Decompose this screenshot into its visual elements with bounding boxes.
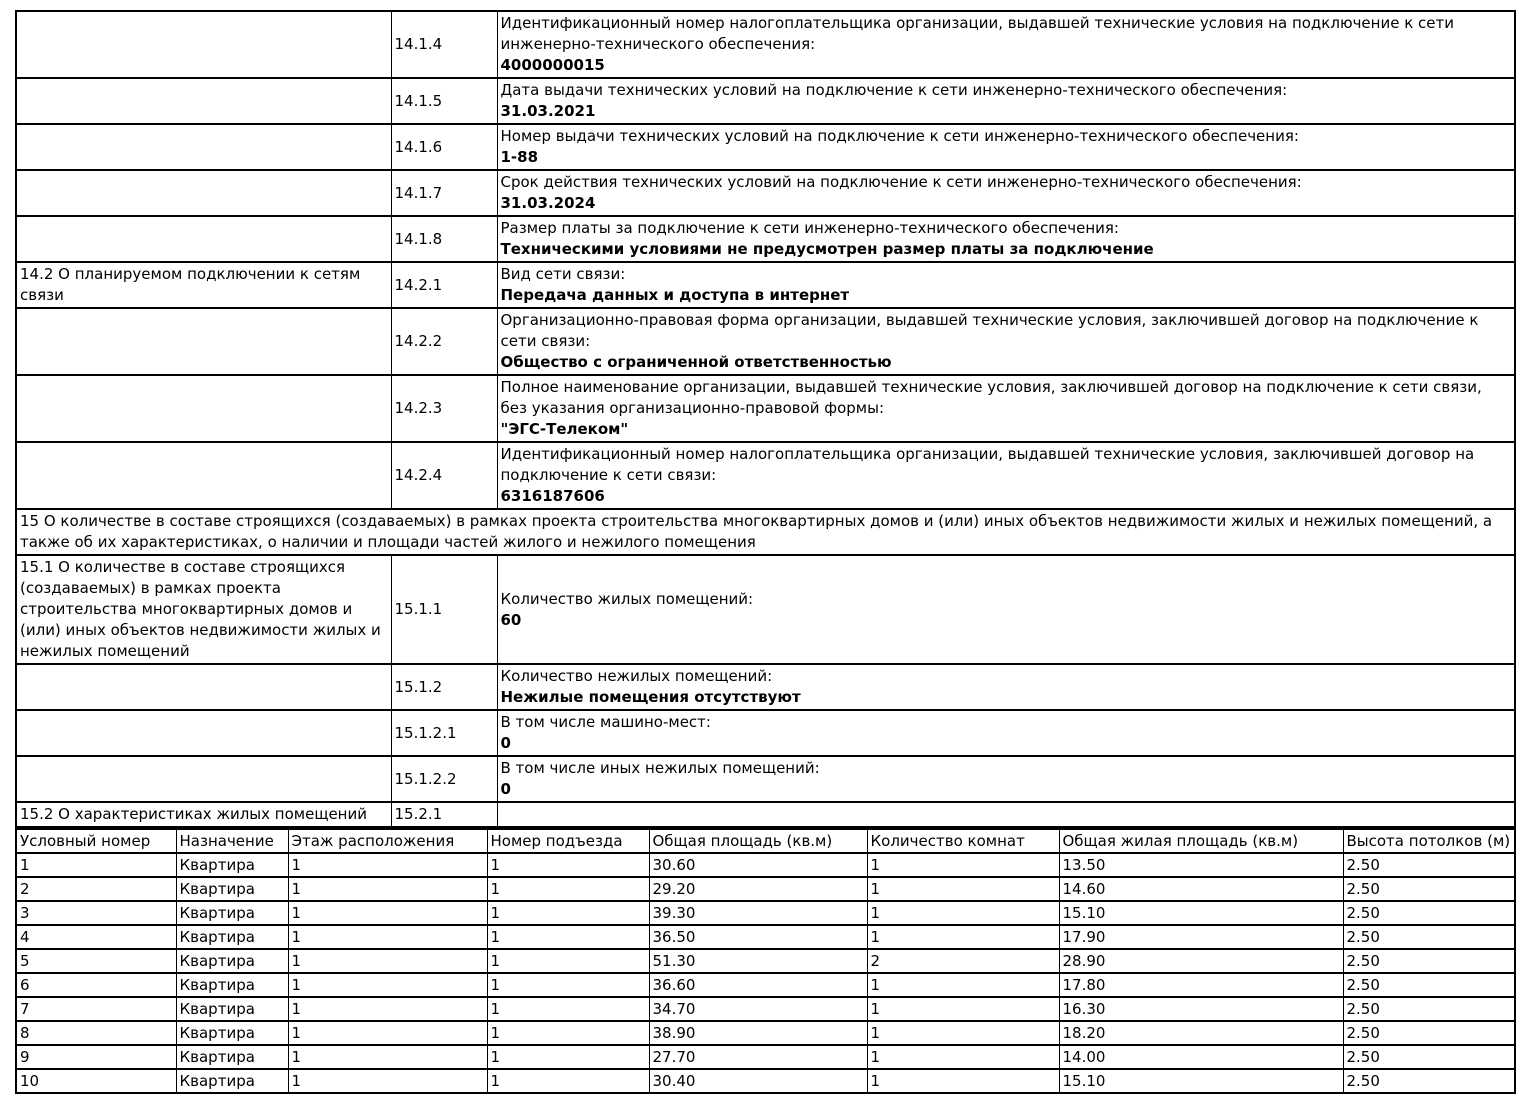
apartment-cell: 14.60 (1059, 877, 1343, 901)
section-cell (16, 308, 391, 375)
apartment-cell: 4 (16, 925, 176, 949)
apartment-cell: 7 (16, 997, 176, 1021)
content-cell (497, 442, 1515, 509)
apartment-cell: 30.40 (649, 1069, 867, 1093)
apartment-cell: 1 (487, 925, 649, 949)
apartment-cell: 2.50 (1343, 949, 1515, 973)
field-value: 1-88 (500, 148, 539, 166)
apartment-cell: 30.60 (649, 853, 867, 877)
table-row (16, 78, 1515, 124)
item-number-cell: 14.1.5 (391, 78, 497, 124)
apartment-cell: 10 (16, 1069, 176, 1093)
field-label: Полное наименование организации, выдавшей технические условия, заключившей договор на подключение к сети связи, без указания организационно-правовой формы: (500, 378, 1482, 417)
field-value: Передача данных и доступа в интернет (500, 286, 850, 304)
apartment-cell: 3 (16, 901, 176, 925)
field-value: Техническими условиями не предусмотрен размер платы за подключение (500, 240, 1154, 258)
item-number-cell: 14.1.4 (391, 11, 497, 78)
content-cell (497, 170, 1515, 216)
apartments-body (16, 853, 1515, 1093)
apartment-cell: 1 (867, 1045, 1059, 1069)
apartment-cell: 1 (288, 973, 487, 997)
apartments-column-header: Высота потолков (м) (1343, 829, 1515, 853)
apartment-cell: 2.50 (1343, 1045, 1515, 1069)
apartment-cell: Квартира (176, 853, 288, 877)
section-cell (16, 170, 391, 216)
section-cell (16, 11, 391, 78)
apartment-cell: 1 (867, 973, 1059, 997)
content-cell (497, 664, 1515, 710)
declaration-table (15, 10, 1516, 828)
content-cell (497, 308, 1515, 375)
apartment-cell: 16.30 (1059, 997, 1343, 1021)
content-cell (497, 555, 1515, 664)
apartment-cell: Квартира (176, 1045, 288, 1069)
apartment-row (16, 1021, 1515, 1045)
item-number-cell: 15.1.1 (391, 555, 497, 664)
apartment-cell: 1 (487, 853, 649, 877)
table-row (16, 555, 1515, 664)
apartment-cell: 14.00 (1059, 1045, 1343, 1069)
apartment-cell: 1 (487, 973, 649, 997)
apartment-cell: 2.50 (1343, 925, 1515, 949)
apartment-cell: Квартира (176, 973, 288, 997)
section-cell: 15.2 О характеристиках жилых помещений (16, 802, 391, 827)
apartment-cell: 2 (867, 949, 1059, 973)
field-label: Срок действия технических условий на подключение к сети инженерно-технического обеспечения: (500, 173, 1302, 191)
field-value: Нежилые помещения отсутствуют (500, 688, 801, 706)
content-cell (497, 124, 1515, 170)
apartment-cell: 28.90 (1059, 949, 1343, 973)
field-label: Количество жилых помещений: (500, 589, 754, 608)
apartment-cell: 1 (288, 949, 487, 973)
apartment-cell: 1 (867, 997, 1059, 1021)
field-label: Количество нежилых помещений: (500, 667, 773, 685)
field-value: 4000000015 (500, 56, 605, 74)
apartment-cell: 13.50 (1059, 853, 1343, 877)
apartment-cell: 2.50 (1343, 1021, 1515, 1045)
apartment-cell: 27.70 (649, 1045, 867, 1069)
apartment-cell: 1 (487, 949, 649, 973)
apartment-cell: 1 (487, 1069, 649, 1093)
apartment-cell: Квартира (176, 901, 288, 925)
field-value: 31.03.2021 (500, 102, 596, 120)
apartment-row (16, 925, 1515, 949)
apartment-row (16, 973, 1515, 997)
apartment-cell: 1 (288, 997, 487, 1021)
apartment-cell: 17.80 (1059, 973, 1343, 997)
apartment-row (16, 853, 1515, 877)
table-row (16, 262, 1515, 308)
section-15-heading: 15 О количестве в составе строящихся (создаваемых) в рамках проекта строительства многоквартирных домов и (или) иных объектов недвижимости жилых и нежилых помещений, а также об их характеристиках, о наличии и площади частей жилого и нежилого помещения (16, 509, 1515, 555)
section-cell (16, 710, 391, 756)
table-row (16, 802, 1515, 827)
apartment-cell: 18.20 (1059, 1021, 1343, 1045)
content-cell (497, 216, 1515, 262)
apartment-cell: Квартира (176, 949, 288, 973)
apartment-cell: 1 (288, 1069, 487, 1093)
apartment-cell: 1 (16, 853, 176, 877)
apartment-cell: 1 (288, 1021, 487, 1045)
apartments-column-header: Общая жилая площадь (кв.м) (1059, 829, 1343, 853)
apartment-cell: Квартира (176, 877, 288, 901)
item-number-cell: 14.2.4 (391, 442, 497, 509)
section-cell (16, 375, 391, 442)
apartment-cell: 1 (487, 901, 649, 925)
apartment-cell: 1 (288, 1045, 487, 1069)
apartments-column-header: Условный номер (16, 829, 176, 853)
content-cell (497, 11, 1515, 78)
apartment-row (16, 949, 1515, 973)
apartment-cell: 1 (487, 997, 649, 1021)
section-cell: 15.1 О количестве в составе строящихся (создаваемых) в рамках проекта строительства многоквартирных домов и (или) иных объектов недвижимости жилых и нежилых помещений (16, 555, 391, 664)
field-value: Общество с ограниченной ответственностью (500, 353, 892, 371)
field-label: Размер платы за подключение к сети инженерно-технического обеспечения: (500, 219, 1119, 237)
apartment-cell: 1 (867, 901, 1059, 925)
content-cell (497, 262, 1515, 308)
field-value: 31.03.2024 (500, 194, 596, 212)
apartment-cell: 2.50 (1343, 973, 1515, 997)
section-14-body (16, 11, 1515, 509)
table-row (16, 124, 1515, 170)
apartments-column-header: Общая площадь (кв.м) (649, 829, 867, 853)
content-cell (497, 802, 1515, 827)
apartment-cell: 1 (867, 1069, 1059, 1093)
apartment-cell: Квартира (176, 997, 288, 1021)
section-cell (16, 664, 391, 710)
apartment-cell: 2.50 (1343, 1069, 1515, 1093)
apartment-cell: 15.10 (1059, 901, 1343, 925)
table-row (16, 710, 1515, 756)
apartment-cell: 9 (16, 1045, 176, 1069)
section-cell (16, 756, 391, 802)
content-cell (497, 78, 1515, 124)
field-value: 0 (500, 734, 511, 752)
apartment-cell: 1 (487, 877, 649, 901)
content-cell (497, 756, 1515, 802)
section-cell (16, 216, 391, 262)
apartment-cell: 29.20 (649, 877, 867, 901)
apartment-row (16, 1069, 1515, 1093)
apartment-cell: 38.90 (649, 1021, 867, 1045)
item-number-cell: 14.1.8 (391, 216, 497, 262)
apartment-cell: 1 (867, 925, 1059, 949)
apartment-cell: Квартира (176, 1069, 288, 1093)
field-value: 6316187606 (500, 487, 605, 505)
apartments-column-header: Количество комнат (867, 829, 1059, 853)
apartments-column-header: Назначение (176, 829, 288, 853)
apartment-cell: 36.60 (649, 973, 867, 997)
apartment-cell: 51.30 (649, 949, 867, 973)
field-label: Номер выдачи технических условий на подключение к сети инженерно-технического обеспечения: (500, 127, 1299, 145)
section-cell (16, 442, 391, 509)
field-value: 60 (500, 610, 522, 629)
table-row (16, 11, 1515, 78)
apartment-row (16, 877, 1515, 901)
apartments-header-row (16, 829, 1515, 853)
item-number-cell: 15.2.1 (391, 802, 497, 827)
apartment-cell: 15.10 (1059, 1069, 1343, 1093)
apartment-cell: 2.50 (1343, 877, 1515, 901)
apartment-cell: 1 (867, 1021, 1059, 1045)
table-row (16, 170, 1515, 216)
item-number-cell: 14.2.1 (391, 262, 497, 308)
apartment-cell: 36.50 (649, 925, 867, 949)
apartment-cell: 2.50 (1343, 853, 1515, 877)
apartment-cell: Квартира (176, 1021, 288, 1045)
field-value: "ЭГС-Телеком" (500, 420, 629, 438)
apartment-cell: 5 (16, 949, 176, 973)
section-cell (16, 78, 391, 124)
field-label: В том числе иных нежилых помещений: (500, 759, 820, 777)
field-value: 0 (500, 780, 511, 798)
apartment-cell: 1 (288, 877, 487, 901)
field-label: В том числе машино-мест: (500, 713, 711, 731)
apartments-header-body (16, 829, 1515, 853)
apartments-column-header: Этаж расположения (288, 829, 487, 853)
item-number-cell: 15.1.2 (391, 664, 497, 710)
table-row (16, 442, 1515, 509)
table-row (16, 664, 1515, 710)
apartment-cell: 2 (16, 877, 176, 901)
item-number-cell: 14.1.7 (391, 170, 497, 216)
section-cell: 14.2 О планируемом подключении к сетям связи (16, 262, 391, 308)
apartment-row (16, 997, 1515, 1021)
field-label: Идентификационный номер налогоплательщика организации, выдавшей технические условия на подключение к сети инженерно-технического обеспечения: (500, 14, 1455, 53)
apartment-cell: 17.90 (1059, 925, 1343, 949)
apartment-cell: 1 (867, 877, 1059, 901)
apartment-cell: 34.70 (649, 997, 867, 1021)
apartment-row (16, 1045, 1515, 1069)
apartment-cell: 1 (288, 925, 487, 949)
apartment-cell: 1 (487, 1045, 649, 1069)
field-label: Организационно-правовая форма организации, выдавшей технические условия, заключившей договор на подключение к сети связи: (500, 311, 1479, 350)
item-number-cell: 14.2.3 (391, 375, 497, 442)
field-label: Дата выдачи технических условий на подключение к сети инженерно-технического обеспечения: (500, 81, 1288, 99)
content-cell (497, 710, 1515, 756)
item-number-cell: 15.1.2.1 (391, 710, 497, 756)
item-number-cell: 15.1.2.2 (391, 756, 497, 802)
apartment-cell: 39.30 (649, 901, 867, 925)
table-row (16, 216, 1515, 262)
apartment-cell: Квартира (176, 925, 288, 949)
apartment-cell: 6 (16, 973, 176, 997)
apartment-cell: 1 (487, 1021, 649, 1045)
section-15-body (16, 555, 1515, 827)
section-15-header-row (16, 509, 1515, 555)
apartment-row (16, 901, 1515, 925)
table-row (16, 375, 1515, 442)
section-15-header-body (16, 509, 1515, 555)
field-label: Вид сети связи: (500, 265, 626, 283)
apartment-cell: 2.50 (1343, 901, 1515, 925)
apartment-cell: 8 (16, 1021, 176, 1045)
table-row (16, 756, 1515, 802)
apartments-column-header: Номер подъезда (487, 829, 649, 853)
apartment-cell: 1 (288, 853, 487, 877)
field-label: Идентификационный номер налогоплательщика организации, выдавшей технические условия, заключившей договор на подключение к сети связи: (500, 445, 1475, 484)
apartment-cell: 1 (867, 853, 1059, 877)
table-row (16, 308, 1515, 375)
item-number-cell: 14.1.6 (391, 124, 497, 170)
section-cell (16, 124, 391, 170)
apartments-table (15, 828, 1516, 1094)
apartment-cell: 2.50 (1343, 997, 1515, 1021)
content-cell (497, 375, 1515, 442)
apartment-cell: 1 (288, 901, 487, 925)
item-number-cell: 14.2.2 (391, 308, 497, 375)
